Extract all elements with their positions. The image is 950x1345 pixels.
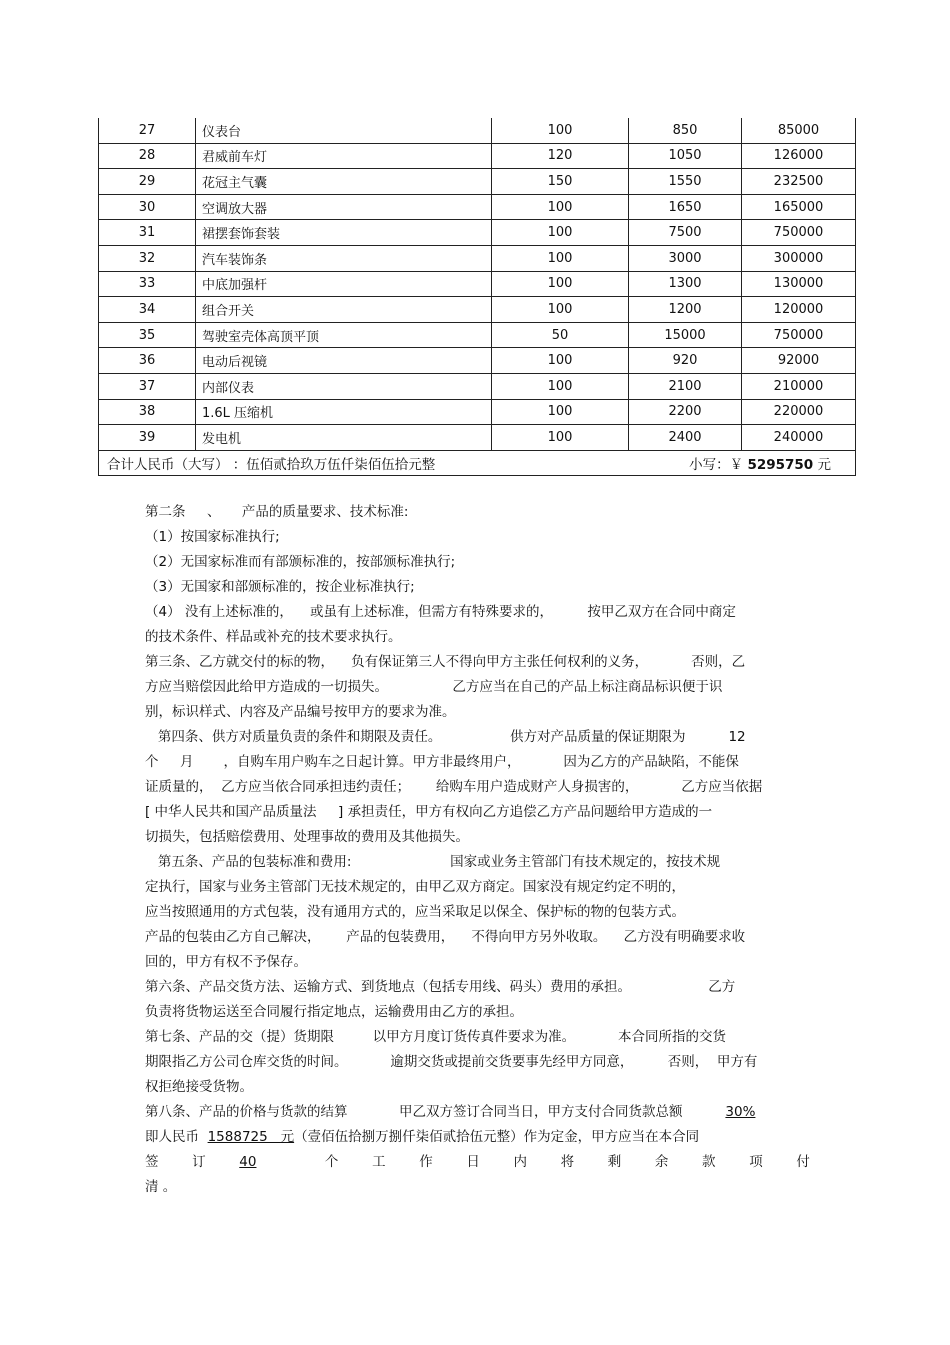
total-row (99, 450, 856, 476)
cell-name: 1.6L 压缩机 (196, 399, 492, 425)
cell-qty: 150 (492, 169, 629, 195)
cell-name: 汽车装饰条 (196, 245, 492, 271)
cell-amount: 92000 (742, 348, 856, 374)
clause-3-cont: 别，标识样式、内容及产品编号按甲方的要求为准。 (145, 704, 456, 720)
cell-qty: 100 (492, 425, 629, 451)
cell-qty: 120 (492, 143, 629, 169)
table-row (99, 220, 856, 246)
cell-amount: 126000 (742, 143, 856, 169)
spread-char: 40 (239, 1154, 257, 1170)
cell-name: 驾驶室壳体高顶平顶 (196, 322, 492, 348)
total-uppercase: 合计人民币（大写） ：伍佰贰拾玖万伍仟柒佰伍拾元整 (107, 457, 436, 474)
cell-name: 空调放大器 (196, 194, 492, 220)
cell-name: 组合开关 (196, 297, 492, 323)
cell-no: 27 (99, 118, 196, 143)
cell-qty: 100 (492, 271, 629, 297)
cell-qty: 100 (492, 348, 629, 374)
clause-3-cont: 方应当赔偿因此给甲方造成的一切损失。 乙方应当在自己的产品上标注商品标识便于识 (145, 679, 723, 695)
cell-no: 36 (99, 348, 196, 374)
spread-char: 日 (466, 1154, 480, 1170)
clause-4-cont: 证质量的， 乙方应当依合同承担违约责任； 给购车用户造成财产人身损害的， 乙方应当依据 (145, 779, 763, 795)
cell-amount: 165000 (742, 194, 856, 220)
clause-8: 第八条、产品的价格与货款的结算 甲乙双方签订合同当日，甲方支付合同货款总额 30% (145, 1104, 756, 1120)
table-row (99, 245, 856, 271)
cell-name: 花冠主气囊 (196, 169, 492, 195)
cell-name: 发电机 (196, 425, 492, 451)
table-row (99, 373, 856, 399)
cell-qty: 100 (492, 245, 629, 271)
clause-2-item-3: （3）无国家和部颁标准的，按企业标准执行; (145, 579, 415, 595)
cell-amount: 220000 (742, 399, 856, 425)
spread-char: 内 (513, 1154, 527, 1170)
cell-amount: 85000 (742, 118, 856, 143)
cell-price: 1550 (629, 169, 742, 195)
clause-2-item-1: （1）按国家标准执行; (145, 529, 280, 545)
clause-4-cont: 个 月 ，自购车用户购车之日起计算。甲方非最终用户， 因为乙方的产品缺陷，不能保 (145, 754, 739, 770)
cell-price: 1050 (629, 143, 742, 169)
cell-price: 2100 (629, 373, 742, 399)
cell-price: 7500 (629, 220, 742, 246)
clause-2-item-2: （2）无国家标准而有部颁标准的，按部颁标准执行; (145, 554, 456, 570)
table-row (99, 399, 856, 425)
cell-amount: 240000 (742, 425, 856, 451)
cell-name: 仪表台 (196, 118, 492, 143)
product-table (98, 118, 856, 476)
cell-qty: 100 (492, 399, 629, 425)
cell-price: 850 (629, 118, 742, 143)
clause-5: 第五条、产品的包装标准和费用: 国家或业务主管部门有技术规定的，按技术规 (145, 854, 721, 870)
clause-2-item-4-cont: 的技术条件、样品或补充的技术要求执行。 (145, 629, 402, 645)
table-row (99, 297, 856, 323)
cell-amount: 232500 (742, 169, 856, 195)
cell-price: 2200 (629, 399, 742, 425)
total-lowercase: 小写：￥ 5295750 元 (689, 457, 831, 474)
clause-4-cont: [ 中华人民共和国产品质量法 ] 承担责任，甲方有权向乙方追偿乙方产品问题给甲方造成的一 (145, 804, 713, 820)
cell-name: 内部仪表 (196, 373, 492, 399)
clause-5-cont: 定执行，国家与业务主管部门无技术规定的，由甲乙双方商定。国家没有规定约定不明的， (145, 879, 685, 895)
clause-6-cont: 负责将货物运送至合同履行指定地点，运输费用由乙方的承担。 (145, 1004, 523, 1020)
spread-char: 余 (654, 1154, 669, 1170)
contract-text (145, 500, 815, 1200)
table-row (99, 425, 856, 451)
cell-no: 37 (99, 373, 196, 399)
cell-qty: 50 (492, 322, 629, 348)
spread-char: 款 (702, 1154, 716, 1170)
cell-price: 1300 (629, 271, 742, 297)
cell-price: 1650 (629, 194, 742, 220)
cell-name: 中底加强杆 (196, 271, 492, 297)
cell-no: 30 (99, 194, 196, 220)
cell-amount: 750000 (742, 322, 856, 348)
spread-char: 个 (324, 1154, 339, 1170)
cell-price: 1200 (629, 297, 742, 323)
clause-6: 第六条、产品交货方法、运输方式、到货地点（包括专用线、码头）费用的承担。 乙方 (145, 979, 736, 995)
cell-price: 2400 (629, 425, 742, 451)
cell-no: 31 (99, 220, 196, 246)
cell-qty: 100 (492, 297, 629, 323)
cell-no: 29 (99, 169, 196, 195)
cell-no: 33 (99, 271, 196, 297)
cell-name: 裙摆套饰套装 (196, 220, 492, 246)
cell-amount: 210000 (742, 373, 856, 399)
deposit-amount: 1588725 元 (207, 1129, 295, 1145)
clause-4: 第四条、供方对质量负责的条件和期限及责任。 供方对产品质量的保证期限为 12 (145, 729, 746, 745)
table-row (99, 143, 856, 169)
clause-7-cont: 权拒绝接受货物。 (145, 1079, 253, 1095)
cell-name: 电动后视镜 (196, 348, 492, 374)
cell-no: 38 (99, 399, 196, 425)
cell-price: 3000 (629, 245, 742, 271)
cell-no: 34 (99, 297, 196, 323)
spread-char: 签 (145, 1154, 159, 1170)
table-row (99, 271, 856, 297)
spread-char: 项 (749, 1154, 763, 1170)
cell-amount: 130000 (742, 271, 856, 297)
cell-name: 君威前车灯 (196, 143, 492, 169)
clause-7: 第七条、产品的交（提）货期限 以甲方月度订货传真件要求为准。 本合同所指的交货 (145, 1029, 727, 1045)
cell-amount: 300000 (742, 245, 856, 271)
cell-price: 920 (629, 348, 742, 374)
table-row (99, 169, 856, 195)
cell-qty: 100 (492, 373, 629, 399)
clause-8-days-line (145, 1150, 810, 1175)
cell-amount: 120000 (742, 297, 856, 323)
cell-no: 28 (99, 143, 196, 169)
cell-price: 15000 (629, 322, 742, 348)
spread-char: 作 (419, 1154, 433, 1170)
cell-qty: 100 (492, 194, 629, 220)
cell-no: 35 (99, 322, 196, 348)
cell-no: 32 (99, 245, 196, 271)
table-row (99, 194, 856, 220)
clause-8-end: 清 。 (145, 1179, 177, 1195)
spread-char: 订 (192, 1154, 206, 1170)
table-row (99, 118, 856, 143)
spread-char: 付 (796, 1154, 810, 1170)
cell-qty: 100 (492, 118, 629, 143)
clause-2-item-4: （4） 没有上述标准的， 或虽有上述标准，但需方有特殊要求的， 按甲乙双方在合同中商定 (145, 604, 736, 620)
clause-2-title: 第二条 、 产品的质量要求、技术标准: (145, 504, 409, 520)
cell-qty: 100 (492, 220, 629, 246)
spread-char: 工 (372, 1154, 386, 1170)
spread-char: 剩 (607, 1154, 622, 1170)
clause-3: 第三条、乙方就交付的标的物， 负有保证第三人不得向甲方主张任何权利的义务， 否则，乙 (145, 654, 746, 670)
clause-4-cont: 切损失，包括赔偿费用、处理事故的费用及其他损失。 (145, 829, 469, 845)
clause-5-cont: 回的，甲方有权不予保存。 (145, 954, 307, 970)
spread-char: 将 (560, 1154, 575, 1170)
cell-no: 39 (99, 425, 196, 451)
clause-5-cont: 产品的包装由乙方自己解决， 产品的包装费用， 不得向甲方另外收取。 乙方没有明确要求收 (145, 929, 746, 945)
clause-5-cont: 应当按照通用的方式包装，没有通用方式的，应当采取足以保全、保护标的物的包装方式。 (145, 904, 685, 920)
cell-amount: 750000 (742, 220, 856, 246)
deposit-percent: 30% (725, 1104, 756, 1120)
table-row (99, 348, 856, 374)
clause-7-cont: 期限指乙方公司仓库交货的时间。 逾期交货或提前交货要事先经甲方同意， 否则， 甲方有 (145, 1054, 758, 1070)
table-row (99, 322, 856, 348)
clause-8-amount: 即人民币 1588725 元（壹佰伍拾捌万捌仟柒佰贰拾伍元整）作为定金，甲方应当在本合同 (145, 1129, 700, 1145)
